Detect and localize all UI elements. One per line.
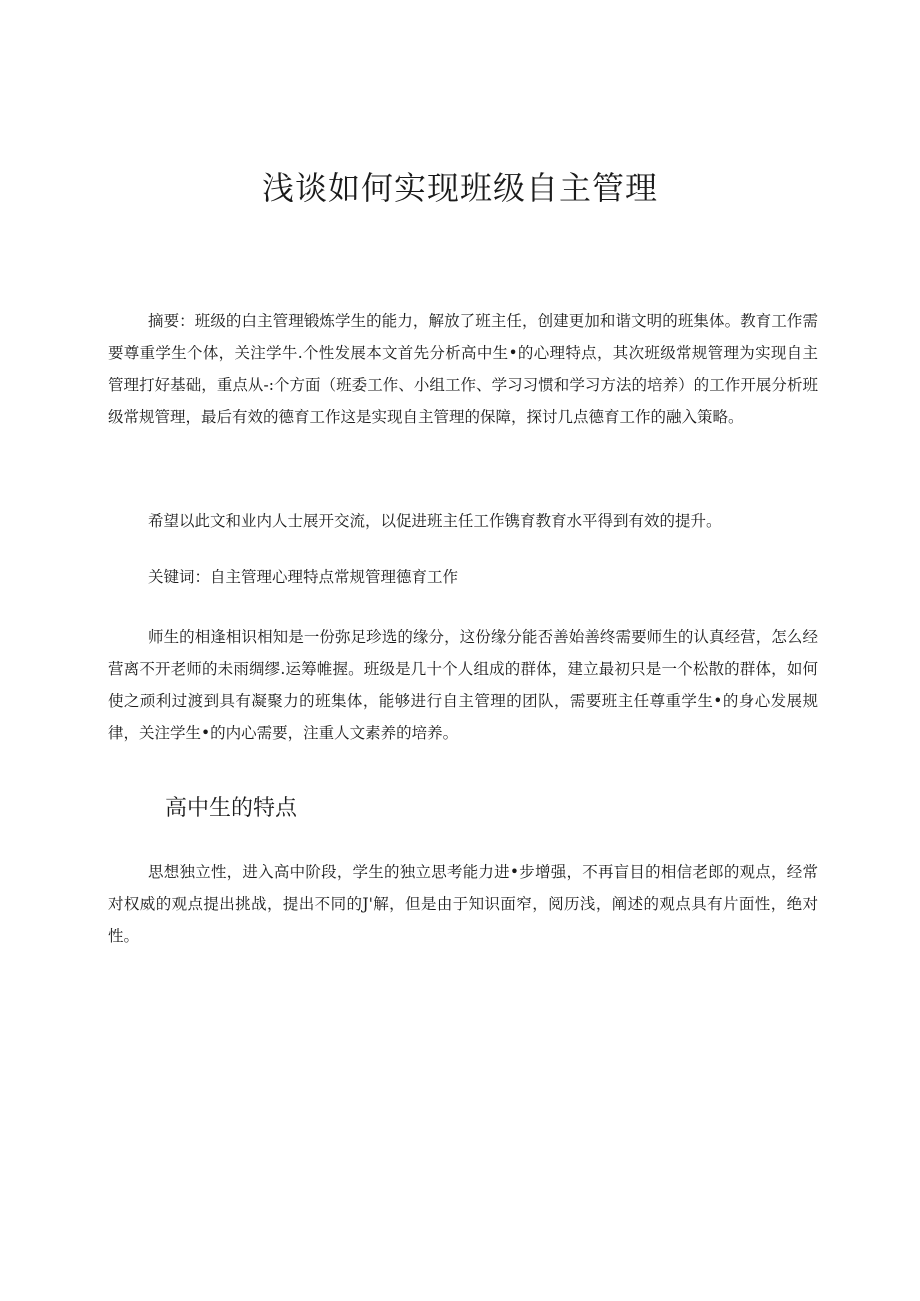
document-title: 浅谈如何实现班级自主管理 <box>261 169 658 207</box>
section-heading: 高中生的特点 <box>165 796 298 821</box>
section-paragraph: 思想独立性，进入高中阶段，学生的独立思考能力进•步增强，不再盲目的相信老郎的观点，经常对权威的观点提出挑战，提出不同的J'解，但是由于知识面窄，阅历浅，阐述的观点具有片面性，绝对性。 <box>108 863 818 945</box>
intro-paragraph: 师生的相逢相识相知是一份弥足珍选的缘分，这份缘分能否善始善终需要师生的认真经营，怎么经营离不开老师的未雨绸缪.运筹帷握。班级是几十个人组成的群体，建立最初只是一个松散的群体，如何使之顽利过渡到具有凝聚力的班集体，能够进行自主管理的团队，需要班主任尊重学生•的身心发展规律，关注学生•的内心需要，注重人文素养的培养。 <box>108 628 818 742</box>
hope-paragraph: 希望以此文和业内人士展开交流，以促进班主任工作镌育教育水平得到有效的提升。 <box>148 512 722 530</box>
abstract-paragraph: 摘要：班级的白主管理锻炼学生的能力，解放了班主任，创建更加和谐文明的班集体。教育工作需要尊重学生个体，关注学牛.个性发展本文首先分析高中生•的心理特点，其次班级常规管理为实现自主管理打好基础，重点从-:个方面（班委工作、小组工作、学习习惯和学习方法的培养）的工作开展分析班级常规管理，最后有效的德育工作这是实现自主管理的保障，探讨几点德育工作的融入策略。 <box>108 312 818 426</box>
keywords-paragraph: 关键词：自主管理心理特点常规管理德育工作 <box>148 568 459 586</box>
